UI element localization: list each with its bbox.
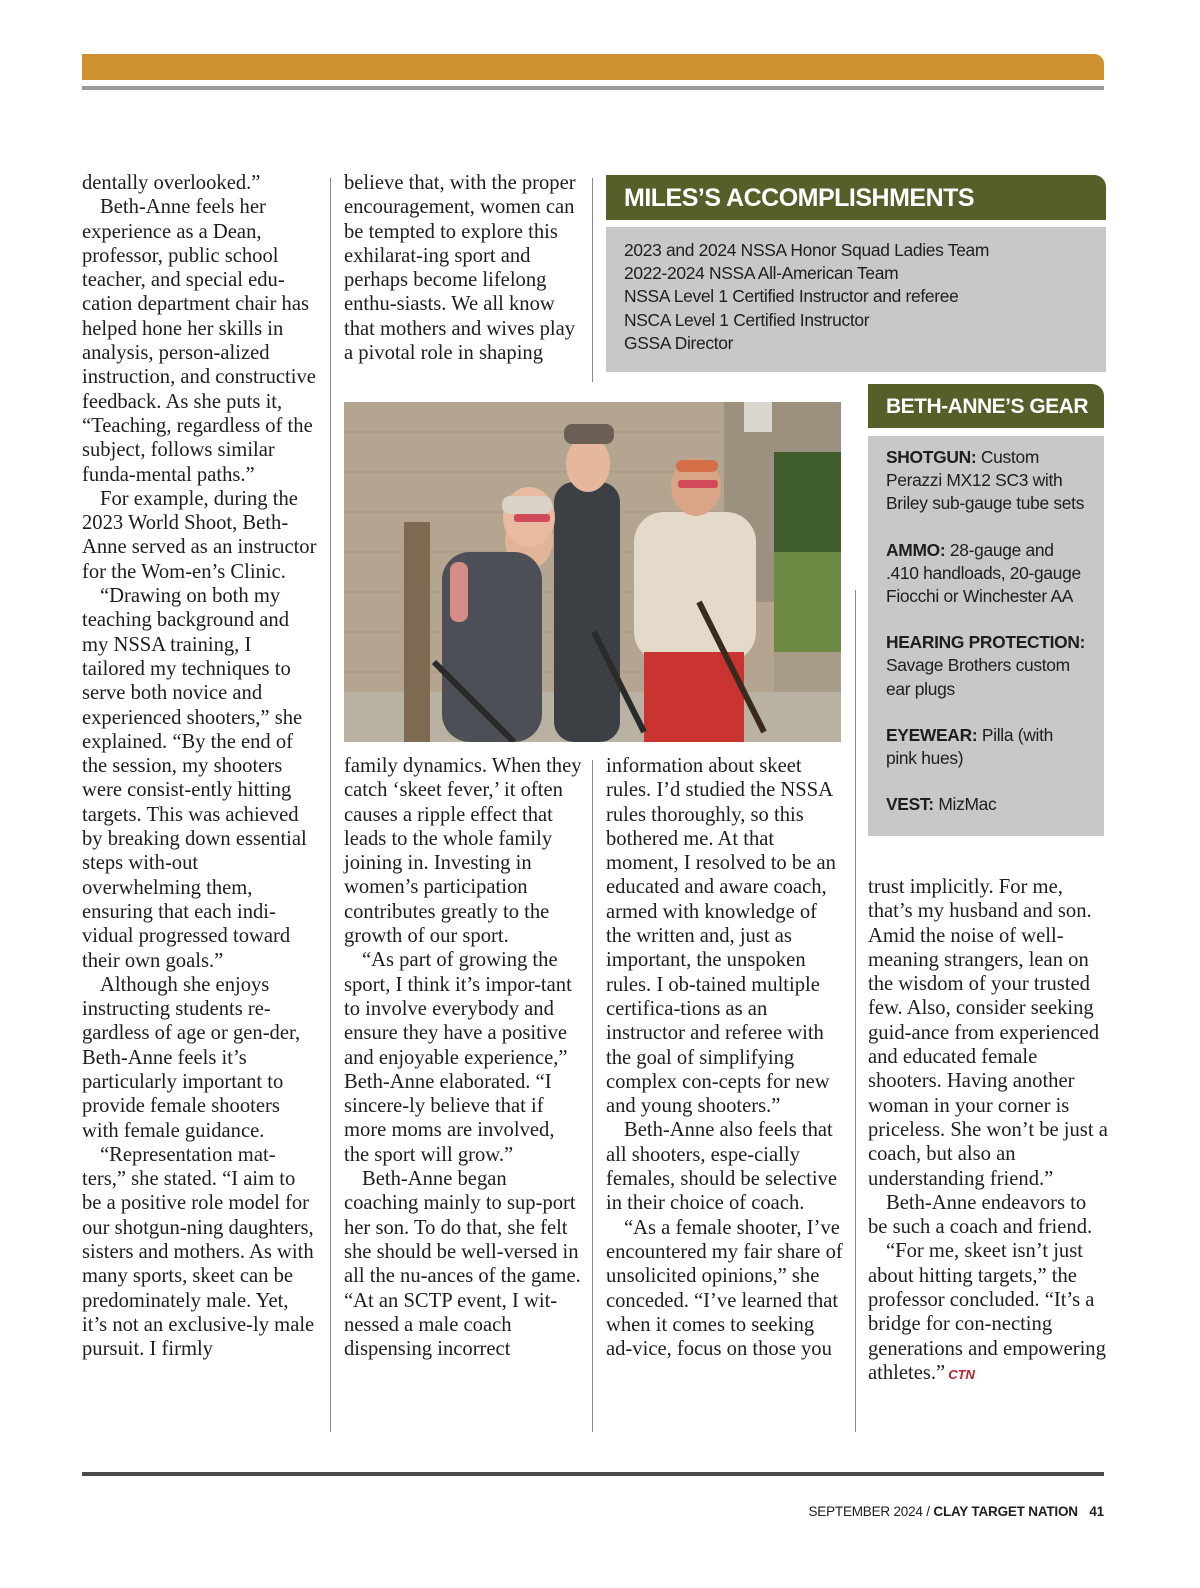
gear-item — [886, 724, 1086, 770]
paragraph: For example, during the 2023 World Shoot, Beth-Anne served as an instructor for the Wom-en’s Clinic. — [82, 487, 317, 583]
gear-label: AMMO: — [886, 539, 946, 560]
paragraph — [868, 1239, 1108, 1387]
closing-quote: “For me, skeet isn’t just about hitting targets,” the professor concluded. “It’s a bridge for con-necting generations and empowering athletes.” — [868, 1240, 1106, 1384]
gear-value: Pilla (with pink hues) — [886, 724, 1053, 769]
accomplishments-list — [606, 227, 1106, 372]
ctn-end-mark: CTN — [948, 1366, 975, 1382]
article-column-2-bottom — [344, 754, 584, 1361]
team-photo — [344, 402, 841, 742]
article-column-1 — [82, 171, 318, 1362]
gear-item — [886, 793, 1086, 816]
column-divider — [592, 760, 593, 1432]
page-number: 41 — [1089, 1504, 1104, 1519]
gear-value: Custom Perazzi MX12 SC3 with Briley sub-gauge tube sets — [886, 447, 1085, 514]
gear-label: SHOTGUN: — [886, 447, 977, 467]
paragraph: Beth-Anne also feels that all shooters, espe-cially females, should be selective in their choice of coach. — [606, 1119, 838, 1215]
gear-value: Savage Brothers custom ear plugs — [886, 655, 1070, 699]
paragraph: “Drawing on both my teaching background and my NSSA training, I tailored my techniques to serve both novice and experienced shooters,” she explained. “By the end of the session, my shooters were consist-ently hitting targets. This was achieved by breaking down essential steps with-out overwhelming them, ensuring that each indi-vidual progressed toward their own goals.” — [82, 585, 307, 972]
accomplishment-item: 2022-2024 NSSA All-American Team — [624, 263, 899, 284]
gear-item — [886, 631, 1086, 701]
gear-title: BETH-ANNE’S GEAR — [868, 384, 1104, 428]
accomplishment-item: 2023 and 2024 NSSA Honor Squad Ladies Team — [624, 240, 990, 260]
paragraph: information about skeet rules. I’d studied the NSSA rules thoroughly, so this bothered me. At that moment, I resolved to be an educated and aware coach, armed with knowledge of the written and, just as important, the unspoken rules. I ob-tained multiple certifica-tions as an instructor and referee with the goal of simplifying complex con-cepts for new and young shooters.” — [606, 755, 836, 1118]
accomplishment-item: GSSA Director — [624, 332, 734, 353]
article-column-4 — [868, 875, 1108, 1387]
gear-list — [868, 436, 1104, 836]
paragraph: “As a female shooter, I’ve encountered my fair share of unsolicited opinions,” she conceded. “I’ve learned that when it comes to seeking ad-vice, focus on those you — [606, 1216, 843, 1361]
gear-label: EYEWEAR: — [886, 724, 978, 745]
paragraph: family dynamics. When they catch ‘skeet fever,’ it often causes a ripple effect that leads to the whole family joining in. Investing in women’s participation contributes greatly to the growth of our sport. — [344, 755, 582, 948]
header-accent-bar — [82, 54, 1104, 80]
article-column-3 — [606, 754, 844, 1361]
photo-illustration — [344, 402, 841, 742]
column-divider — [855, 590, 856, 1432]
column-divider — [330, 178, 331, 1432]
accomplishment-item: NSCA Level 1 Certified Instructor — [624, 309, 870, 330]
page-footer — [808, 1504, 1104, 1519]
gear-label: HEARING PROTECTION: — [886, 632, 1086, 653]
issue-date: SEPTEMBER 2024 / — [808, 1504, 930, 1519]
paragraph: trust implicitly. For me, that’s my husband and son. Amid the noise of well-meaning strangers, lean on the wisdom of your trusted few. Also, consider seeking guid-ance from experienced and educated female shooters. Having another woman in your corner is priceless. She won’t be just a coach, but also an understanding friend.” — [868, 876, 1108, 1190]
paragraph: “As part of growing the sport, I think it’s impor-tant to involve everybody and ensure they have a positive and enjoyable experience,” Beth-Anne elaborated. “I sincere-ly believe that if more moms are involved, the sport will grow.” — [344, 949, 572, 1166]
accomplishments-title: MILES’S ACCOMPLISHMENTS — [606, 175, 1106, 220]
gear-item — [886, 446, 1086, 516]
publication-name: CLAY TARGET NATION — [933, 1504, 1078, 1519]
header-rule — [82, 86, 1104, 90]
paragraph: Beth-Anne feels her experience as a Dean, professor, public school teacher, and special edu-cation department chair has helped hone her skills in analysis, person-alized instruction, and constructive feedback. As she puts it, “Teaching, regardless of the subject, follows similar funda-mental paths.” — [82, 196, 316, 486]
gear-value: MizMac — [938, 794, 997, 815]
accomplishment-item: NSSA Level 1 Certified Instructor and referee — [624, 286, 959, 307]
paragraph: believe that, with the proper encouragement, women can be tempted to explore this exhilarat-ing sport and perhaps become lifelong enthu-siasts. We all know that mothers and wives play a pivotal role in shaping — [344, 172, 576, 365]
article-column-2-top — [344, 171, 580, 365]
paragraph: Beth-Anne endeavors to be such a coach and friend. — [868, 1191, 1093, 1239]
gear-item — [886, 539, 1086, 609]
paragraph: “Representation mat-ters,” she stated. “I aim to be a positive role model for our shotgun-ning daughters, sisters and mothers. As with many sports, skeet can be predominately male. Yet, it’s not an exclusive-ly male pursuit. I firmly — [82, 1143, 315, 1361]
gear-value: 28-gauge and .410 handloads, 20-gauge Fiocchi or Winchester AA — [886, 539, 1081, 607]
column-divider — [592, 178, 593, 382]
gear-label: VEST: — [886, 794, 934, 815]
paragraph: Beth-Anne began coaching mainly to sup-port her son. To do that, she felt she should be well-versed in all the nu-ances of the game. “At an SCTP event, I wit-nessed a male coach dispensing incorrect — [344, 1168, 581, 1361]
footer-rule — [82, 1472, 1104, 1476]
paragraph: Although she enjoys instructing students re-gardless of age or gen-der, Beth-Anne feels it’s particularly important to provide female shooters with female guidance. — [82, 973, 301, 1142]
paragraph: dentally overlooked.” — [82, 172, 261, 194]
